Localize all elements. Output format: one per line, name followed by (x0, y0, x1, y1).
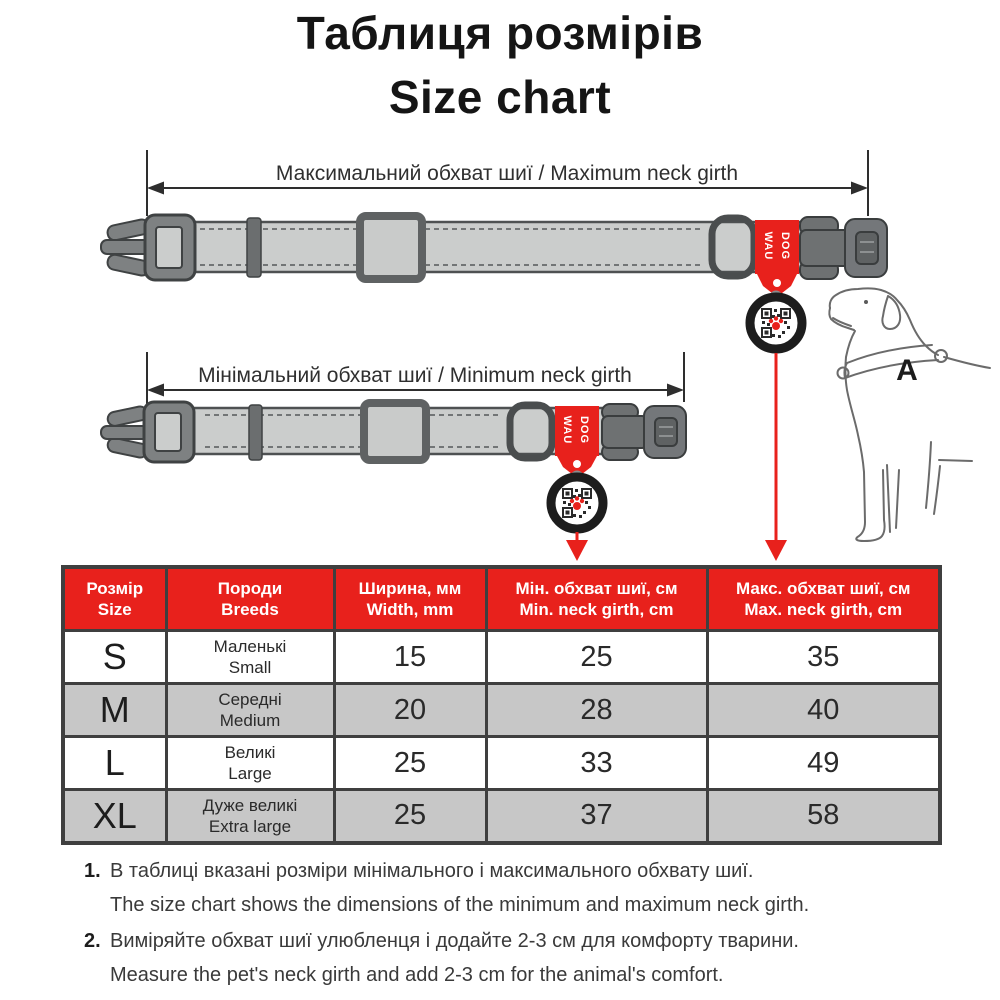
header-cell-width (334, 567, 486, 631)
cell-size: XL (63, 790, 166, 843)
pointer-to-min-column (566, 532, 588, 561)
neck-girth-marker-label: A (896, 354, 918, 387)
header-max-girth-uk: Макс. обхват шиї, см (735, 579, 911, 598)
slide-adjuster-icon (360, 216, 422, 279)
cell-width-mm: 20 (334, 684, 486, 737)
min-girth-label: Мінімальний обхват шиї / Minimum neck girth (198, 364, 632, 387)
header-size-en: Size (97, 600, 132, 619)
arrowhead-right-icon (667, 384, 684, 397)
buckle-female-icon (602, 404, 686, 460)
brand-text-dog: DOG (578, 415, 590, 445)
waudog-brand-label (755, 220, 799, 297)
table-row-xl (63, 790, 940, 843)
max-girth-label: Максимальний обхват шиї / Maximum neck girth (275, 162, 739, 185)
qr-pet-tag-icon (750, 292, 802, 349)
arrowhead-left-icon (147, 182, 164, 195)
header-breeds-uk: Породи (217, 579, 283, 598)
header-breeds-en: Breeds (221, 600, 279, 619)
note-1 (84, 854, 974, 922)
brand-text-wau: WAU (561, 415, 573, 445)
breed-en: Medium (219, 711, 281, 730)
table-row-s (63, 631, 940, 684)
strap-keeper-icon (247, 218, 261, 277)
arrowhead-right-icon (851, 182, 868, 195)
cell-max-girth: 58 (707, 790, 940, 843)
qr-pet-tag-icon (551, 472, 603, 529)
dog-illustration (829, 288, 990, 541)
breed-en: Small (228, 658, 272, 677)
cell-size: M (63, 684, 166, 737)
cell-max-girth: 49 (707, 737, 940, 790)
cell-width-mm: 15 (334, 631, 486, 684)
collar-illustration-max (101, 215, 887, 349)
header-cell-breeds (166, 567, 334, 631)
breed-uk: Маленькі (213, 637, 287, 656)
note-text-uk: В таблиці вказані розміри мінімального і максимального обхвату шиї. (110, 860, 754, 882)
collar-measurement-diagram (0, 140, 1000, 565)
cell-min-girth: 25 (486, 631, 707, 684)
header-min-girth-uk: Мін. обхват шиї, см (515, 579, 678, 598)
cell-size: L (63, 737, 166, 790)
pointer-to-max-column (765, 353, 787, 561)
buckle-male-icon (101, 215, 195, 280)
strap-keeper-icon (249, 405, 262, 460)
note-number: 1. (84, 860, 101, 882)
breed-uk: Середні (218, 690, 282, 709)
collar-illustration-min (101, 402, 686, 529)
cell-breed (166, 631, 334, 684)
cell-breed (166, 684, 334, 737)
cell-min-girth: 33 (486, 737, 707, 790)
header-size-uk: Розмір (86, 579, 144, 598)
buckle-female-icon (800, 217, 887, 279)
cell-size: S (63, 631, 166, 684)
arrowhead-left-icon (147, 384, 164, 397)
breed-uk: Великі (224, 743, 276, 762)
header-max-girth-en: Max. neck girth, cm (744, 600, 903, 619)
table-header-row (63, 567, 940, 631)
table-row-l (63, 737, 940, 790)
slide-adjuster-icon (364, 403, 426, 460)
cell-breed (166, 737, 334, 790)
note-text-en: Measure the pet's neck girth and add 2-3 cm for the animal's comfort. (110, 964, 724, 986)
brand-text-wau: WAU (762, 231, 774, 261)
buckle-male-icon (101, 402, 194, 462)
header-min-girth-en: Min. neck girth, cm (519, 600, 674, 619)
footnotes (84, 854, 974, 994)
cell-max-girth: 35 (707, 631, 940, 684)
note-text-en: The size chart shows the dimensions of the minimum and maximum neck girth. (110, 894, 810, 916)
cell-breed (166, 790, 334, 843)
breed-en: Extra large (208, 816, 292, 836)
cell-min-girth: 37 (486, 790, 707, 843)
brand-text-dog: DOG (779, 231, 791, 261)
page-title-en: Size chart (388, 71, 612, 123)
note-2 (84, 924, 974, 992)
breed-uk: Дуже великі (202, 795, 298, 815)
cell-width-mm: 25 (334, 737, 486, 790)
header-width-en: Width, mm (366, 600, 454, 619)
page-title-uk: Таблиця розмірів (296, 7, 704, 59)
header-cell-size (63, 567, 166, 631)
table-row-m (63, 684, 940, 737)
note-text-uk: Виміряйте обхват шиї улюбленця і додайте 2-3 см для комфорту тварини. (110, 930, 799, 952)
breed-en: Large (228, 764, 272, 783)
cell-width-mm: 25 (334, 790, 486, 843)
cell-max-girth: 40 (707, 684, 940, 737)
waudog-brand-label (555, 406, 599, 478)
header-cell-min-girth (486, 567, 707, 631)
note-number: 2. (84, 930, 101, 952)
header-width-uk: Ширина, мм (358, 579, 462, 598)
size-table (61, 565, 942, 845)
cell-min-girth: 28 (486, 684, 707, 737)
header-cell-max-girth (707, 567, 940, 631)
